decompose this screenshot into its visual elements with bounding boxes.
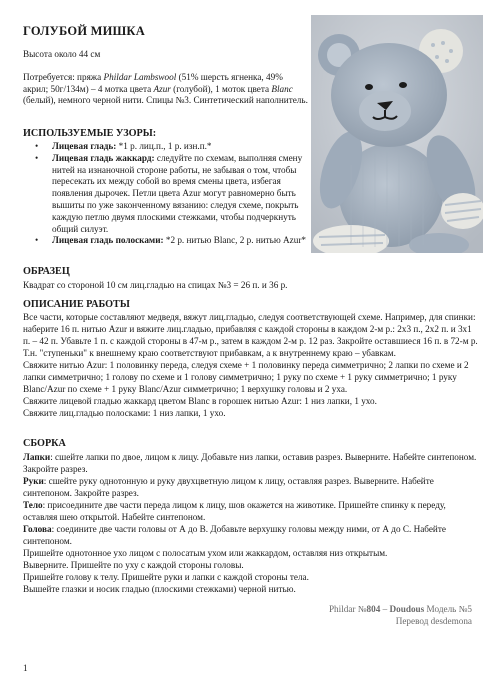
- materials-paragraph: Потребуется: пряжа Phildar Lambswool (51% шерсть ягненка, 49% акрил; 50г/134м) – 4 мотка цвета Azur (голубой), 1 моток цвета Blanc (белый), немного черной нити. Спицы №3. Синтетический наполнитель.: [23, 72, 308, 106]
- list-item: • Лицевая гладь жаккард: следуйте по схемам, выполняя смену нитей на изнаночной стороне работы, не забывая о том, чтобы пересекать их между собой во время смены цвета, избегая появления дырочек. Петли цвета Azur могут равномерно быть вышиты по уже законченному вязанию: следуя схеме, покрыть каждую петлю двумя плоскими стежками, чтобы подчеркнуть общий силуэт.: [35, 152, 303, 234]
- gauge-heading: ОБРАЗЕЦ: [23, 266, 70, 277]
- translation-credit: Перевод desdemona: [395, 616, 472, 626]
- teddy-bear-photo: [311, 15, 483, 253]
- gauge-text: Квадрат со стороной 10 см лиц.гладью на спицах №3 = 26 п. и 36 р.: [23, 280, 288, 290]
- assembly-text: Лапки: сшейте лапки по двое, лицом к лицу. Добавьте низ лапки, оставив разрез. Выверните. Набейте синтепоном. Закройте разрез. Руки: сшейте руку однотонную и руку двухцветную лицом к лицу, оставляя разрез. Выверните. Набейте синтепоном. Закройте разрез. Тело: присоедините две части переда лицом к лицу, шов окажется на животике. Пришейте спинку к переду, оставляя шею открытой. Набейте синтепоном. Голова: соедините две части головы от А до В. Добавьте верхушку головы между ними, от А до С. Набейте синтепоном. Пришейте однотонное ухо лицом с полосатым ухом или жаккардом, оставляя низ открытым. Выверните. Пришейте по уху с каждой стороны головы. Пришейте голову к телу. Пришейте руки и лапки с каждой стороны тела. Вышейте глазки и носик гладью (плоскими стежками) черной нитью.: [23, 452, 477, 594]
- height-line: Высота около 44 см: [23, 49, 101, 59]
- patterns-heading: ИСПОЛЬЗУЕМЫЕ УЗОРЫ:: [23, 128, 157, 139]
- list-item: • Лицевая гладь полосками: *2 р. нитью Blanc, 2 р. нитью Azur*: [35, 235, 306, 246]
- patterns-list: [33, 141, 315, 247]
- description-text: Все части, которые составляют медведя, вяжут лиц.гладью, следуя соответствующей схеме. Например, для спинки: наберите 16 п. нитью Azur и вяжите лиц.гладью, прибавляя с каждой стороны в каждом 2-м р.: 2х3 п., 2х2 п. и 3х1 п. – 42 п. Убавьте 1 п. с каждой стороны в 47-м р., затем в каждом 2-м р. 12 раз. Закройте оставшиеся 16 п. в 72-м р. Т.н. "ступеньки" к внешнему краю соответствуют прибавкам, а к внутреннему краю – убавкам. Свяжите нитью Azur: 1 половинку переда, следуя схеме + 1 половинку переда симметрично; 2 лапки по схеме и 2 лапки симметрично; 1 голову по схеме и 1 голову симметрично; 1 руку по схеме + 1 руку симметрично; 1 руку Blanc/Azur по схеме + 1 руку Blanc/Azur симметрично; 1 верхушку головы и 2 уха. Свяжите лицевой гладью жаккард цветом Blanc в горошек нитью Azur: 1 низ лапки, 1 ухо. Свяжите лиц.гладью полосками: 1 низ лапки, 1 ухо.: [23, 312, 478, 418]
- color-blanc: Blanc: [271, 83, 293, 94]
- page-number: 1: [23, 663, 28, 673]
- color-azur: Azur: [153, 83, 171, 94]
- footer-credits: Phildar №804 – Doudous Модель №5 Перевод desdemona: [328, 604, 472, 626]
- list-item: • Лицевая гладь: *1 р. лиц.п., 1 р. изн.п.*: [35, 141, 212, 151]
- page-title: ГОЛУБОЙ МИШКА: [23, 24, 145, 38]
- assembly-heading: СБОРКА: [23, 438, 66, 449]
- description-heading: ОПИСАНИЕ РАБОТЫ: [23, 299, 130, 310]
- teddy-bear-illustration: [311, 15, 483, 253]
- yarn-name: Phildar Lambswool: [103, 72, 177, 82]
